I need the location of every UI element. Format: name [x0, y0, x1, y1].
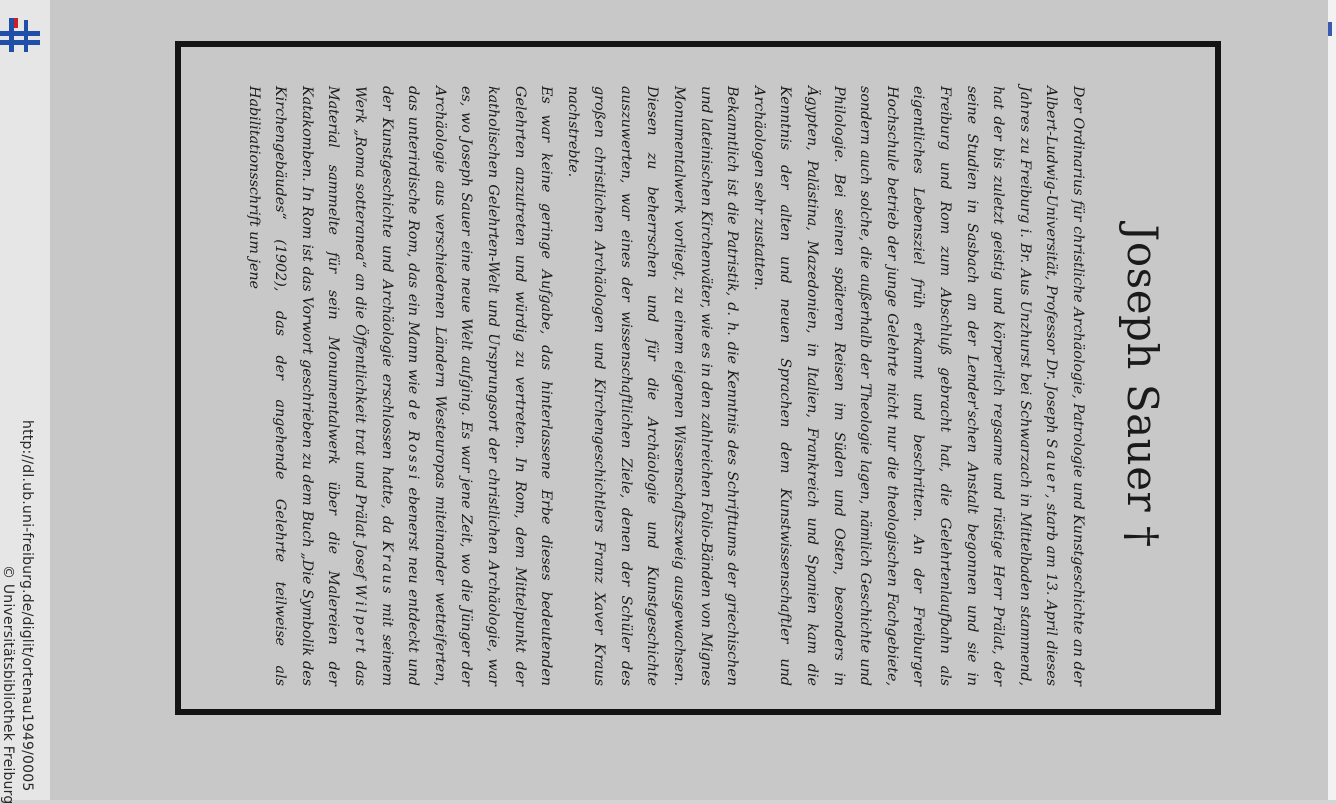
edge-marker-icon [1328, 22, 1332, 36]
viewer-sidebar [0, 0, 50, 804]
article-title: Joseph Sauer † [1118, 224, 1167, 548]
article-body [240, 86, 1091, 686]
paragraph-2: Bekanntlich ist die Patristik, d. h. die Kenntnis des Schrifttums der griechischen und lateinischen Kirchenväter, wie es in den zahlreichen Folio-Bänden von Mignes Monumentalwerk vorliegt, zu einem eigenen Wissenschaftszweig ausgewachsen. Diesen zu beherrschen und für die Archäologie und Kunstgeschichte auszuwerten, war eines der wissenschaftlichen Ziele, denen der Schüler des großen christlichen Archäologen und Kirchengeschichtlers Franz Xaver Kraus nachstrebte. [564, 86, 741, 686]
paragraph-3: Es war keine geringe Aufgabe, das hinterlassene Erbe dieses bedeutenden Gelehrten anzutreten und würdig zu vertreten. In Rom, dem Mittelpunkt der katholischen Gelehrten-Welt und Ursprungsort der christlichen Archäologie, war es, wo Joseph Sauer eine neue Welt aufging. Es war jene Zeit, wo die Jünger der Archäologie aus verschiedenen Ländern Westeuropas miteinander wetteiferten, das unterirdische Rom, das ein Mann wie de Rossi ebenerst neu entdeckt und der Kunstgeschichte und Archäologie erschlossen hatte, da Kraus mit seinem Werk „Roma sotteranea“ an die Öffentlichkeit trat und Prälat Josef Wilpert das Material sammelte für sein Monumentalwerk über die Malereien der Katakomben. In Rom ist das Vorwort geschrieben zu dem Buch „Die Symbolik des Kirchengebäudes“ (1902), das der angehende Gelehrte teilweise als Habilitationsschrift um jene [245, 86, 555, 687]
copyright-notice: © Universitätsbibliothek Freiburg [0, 565, 16, 804]
spaced-name: Sauer [1043, 438, 1060, 494]
spaced-name: Kraus [378, 540, 395, 597]
source-url[interactable]: http://dl.ub.uni-freiburg.de/diglit/ortenau1949/0005 [19, 420, 35, 792]
paragraph-1: Der Ordinarius für christliche Archäologie, Patrologie und Kunstgeschichte an der Albert-Ludwig-Universität, Professor Dr. Joseph Sauer, starb am 13. April dieses Jahres zu Freiburg i. Br. Aus Unzhurst bei Schwarzach in Mittelbaden stammend, hat der bis zuletzt geistig und körperlich regsame und rüstige Herr Prälat, der seine Studien in Sasbach an der Lender'schen Anstalt begonnen und sie in Freiburg und Rom zum Abschluß gebracht hat, die Gelehrtenlaufbahn als eigentliches Lebensziel früh erkannt und beschritten. An der Freiburger Hochschule betrieb der junge Gelehrte nicht nur die theologischen Fachgebiete, sondern auch solche, die außerhalb der Theologie lagen, nämlich Geschichte und Philologie. Bei seinen späteren Reisen im Süden und Osten, besonders in Ägypten, Palästina, Mazedonien, in Italien, Frankreich und Spanien kam die Kenntnis der alten und neuen Sprachen dem Kunstwissenschaftler und Archäologen sehr zustatten. [750, 86, 1086, 686]
spaced-name: Wilpert [351, 584, 368, 656]
page-edge [1328, 0, 1336, 800]
rotated-article [245, 86, 1173, 687]
library-logo-icon [0, 10, 44, 50]
spaced-name: de Rossi [405, 399, 422, 482]
